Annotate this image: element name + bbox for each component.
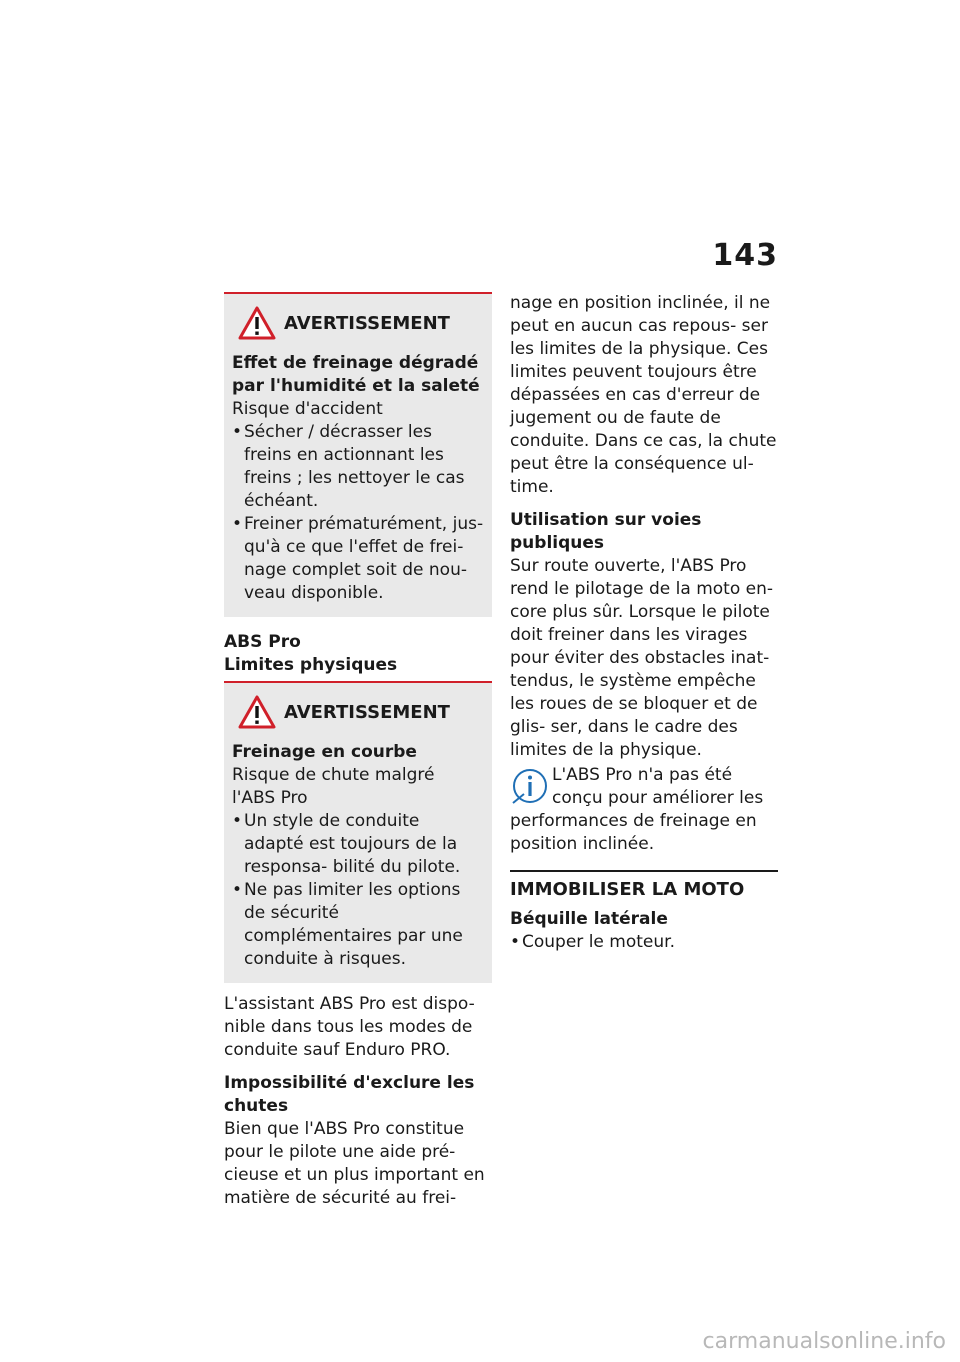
- heading-voies-publiques: Utilisation sur voies publiques: [510, 510, 702, 553]
- warning-title: AVERTISSEMENT: [284, 312, 450, 334]
- list-item: • Freiner prématurément, jus- qu'à ce que l'effet de frei- nage complet soit de nou- veau disponible.: [232, 513, 484, 605]
- list-item: • Ne pas limiter les options de sécurité complémentaires par une conduite à risques.: [232, 879, 484, 971]
- warning-subtitle-line: par l'humidité et la saleté: [232, 376, 480, 396]
- info-note: [510, 764, 778, 856]
- warning-bullet-list: [232, 421, 484, 605]
- heading-impossibilite-line: chutes: [224, 1096, 289, 1116]
- warning-triangle-icon: [238, 306, 276, 340]
- warning-triangle-icon: [238, 695, 276, 729]
- watermark: carmanualsonline.info: [702, 1329, 946, 1354]
- heading-bequille: Béquille latérale: [510, 909, 668, 929]
- warning-risk-line: l'ABS Pro: [232, 788, 308, 808]
- heading-abs-pro: ABS Pro: [224, 632, 301, 652]
- info-note-line: conçu pour améliorer les: [552, 788, 764, 808]
- page-number: 143: [712, 238, 778, 273]
- warning-subtitle-line: Effet de freinage dégradé: [232, 353, 479, 373]
- paragraph-abs-aide: Bien que l'ABS Pro constitue pour le pilote une aide pré- cieuse et un plus important en matière de sécurité au frei-: [224, 1119, 485, 1208]
- list-item: • Un style de conduite adapté est toujours de la responsa- bilité du pilote.: [232, 810, 484, 879]
- info-icon: [510, 766, 550, 806]
- info-note-text: performances de freinage en position inclinée.: [510, 811, 757, 854]
- section-title-immobiliser: IMMOBILISER LA MOTO: [510, 870, 778, 902]
- bullet-list: [510, 931, 778, 954]
- left-column: [224, 292, 492, 1210]
- paragraph-route-ouverte: Sur route ouverte, l'ABS Pro rend le pilotage de la moto en- core plus sûr. Lorsque le pilote doit freiner dans les virages pour éviter des obstacles inat- tendus, le système empêche les roues de se bloquer et de glis- ser, dans le cadre des limites de la physique.: [510, 556, 774, 760]
- warning-box-humidity: [224, 292, 492, 617]
- warning-box-curve: [224, 681, 492, 983]
- heading-impossibilite-line: Impossibilité d'exclure les: [224, 1073, 475, 1093]
- warning-bullet-list: [232, 810, 484, 971]
- paragraph-continuation: nage en position inclinée, il ne peut en aucun cas repous- ser les limites de la physique. Ces limites peuvent toujours être dépassées en cas d'erreur de jugement ou de faute de conduite. Dans ce cas, la chute peut être la conséquence ul- time.: [510, 293, 777, 497]
- warning-header: [238, 695, 484, 729]
- right-column: [510, 292, 778, 954]
- warning-header: [238, 306, 484, 340]
- list-item: • Sécher / décrasser les freins en actionnant les freins ; les nettoyer le cas échéant.: [232, 421, 484, 513]
- heading-limites-physiques: Limites physiques: [224, 655, 398, 675]
- info-note-line: L'ABS Pro n'a pas été: [552, 765, 733, 785]
- list-item: • Couper le moteur.: [510, 931, 778, 954]
- warning-subtitle-line: Freinage en courbe: [232, 742, 417, 762]
- warning-risk: Risque d'accident: [232, 399, 383, 419]
- warning-risk-line: Risque de chute malgré: [232, 765, 435, 785]
- paragraph-availability: L'assistant ABS Pro est dispo- nible dans tous les modes de conduite sauf Enduro PRO.: [224, 994, 475, 1060]
- warning-title: AVERTISSEMENT: [284, 701, 450, 723]
